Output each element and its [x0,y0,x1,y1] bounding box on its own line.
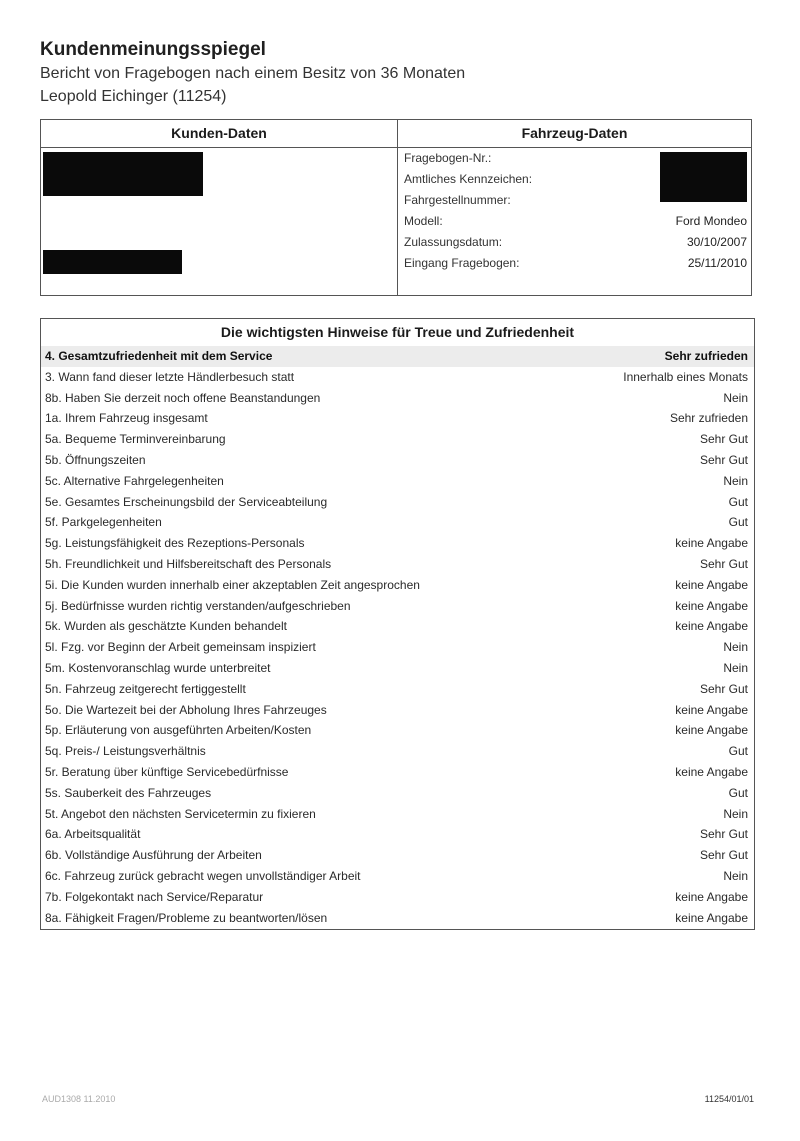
answer-text: Gut [728,744,748,759]
table-row [41,845,754,866]
table-row [41,596,754,617]
table-row [41,554,754,575]
table-row [41,824,754,845]
table-row [41,783,754,804]
table-row [41,804,754,825]
report-person: Leopold Eichinger (11254) [40,88,227,105]
answer-text: Sehr Gut [699,556,748,571]
question-text: 6b. Vollständige Ausführung der Arbeiten [45,848,262,863]
vehicle-label: Fragebogen-Nr.: [404,151,492,165]
question-text: 5h. Freundlichkeit und Hilfsbereitschaft des Personals [45,556,332,571]
table-row [41,908,754,929]
table-row [41,429,754,450]
report-subtitle: Bericht von Fragebogen nach einem Besitz von 36 Monaten [40,65,466,82]
answer-text: Gut [728,515,748,530]
vehicle-row-questionnaire-no [404,148,747,169]
answer-text: Sehr zufrieden [669,411,748,426]
answer-text: keine Angabe [675,723,748,738]
vehicle-row-model [404,211,747,232]
answer-text: Innerhalb eines Monats [623,369,748,384]
answer-text: Nein [723,640,748,655]
footer-page-ref: 11254/01/01 [704,1094,754,1104]
question-text: 5o. Die Wartezeit bei der Abholung Ihres Fahrzeuges [45,702,327,717]
vehicle-label: Amtliches Kennzeichen: [404,172,533,186]
answer-text: Sehr zufrieden [664,349,748,363]
question-text: 5f. Parkgelegenheiten [45,515,162,530]
answer-text: keine Angabe [675,764,748,779]
table-row [41,408,754,429]
answer-text: keine Angabe [675,598,748,613]
table-row [41,388,754,409]
question-text: 5t. Angebot den nächsten Servicetermin zu fixieren [45,806,316,821]
table-row [41,720,754,741]
answer-text: Sehr Gut [699,681,748,696]
answer-text: Gut [728,785,748,800]
table-row [41,887,754,908]
table-row [41,492,754,513]
answer-text: Nein [723,660,748,675]
answer-text: keine Angabe [675,702,748,717]
question-text: 8a. Fähigkeit Fragen/Probleme zu beantworten/lösen [45,910,328,925]
question-text: 6c. Fahrzeug zurück gebracht wegen unvollständiger Arbeit [45,868,361,883]
table-row [41,471,754,492]
table-row [41,700,754,721]
satisfaction-rows [41,346,754,928]
table-row [41,866,754,887]
answer-text: keine Angabe [675,619,748,634]
answer-text: Sehr Gut [699,827,748,842]
question-text: 5l. Fzg. vor Beginn der Arbeit gemeinsam inspiziert [45,640,316,655]
table-row [41,450,754,471]
table-row [41,762,754,783]
question-text: 5c. Alternative Fahrgelegenheiten [45,473,224,488]
vehicle-row-license-plate [404,169,747,190]
answer-text: keine Angabe [675,536,748,551]
question-text: 5s. Sauberkeit des Fahrzeuges [45,785,212,800]
table-row [41,575,754,596]
customer-data-heading: Kunden-Daten [41,120,397,148]
footer-form-code: AUD1308 11.2010 [42,1094,116,1104]
table-row [41,679,754,700]
question-text: 4. Gesamtzufriedenheit mit dem Service [45,349,273,363]
answer-text: Sehr Gut [699,848,748,863]
table-row [41,367,754,388]
question-text: 5p. Erläuterung von ausgeführten Arbeiten/Kosten [45,723,312,738]
question-text: 3. Wann fand dieser letzte Händlerbesuch statt [45,369,295,384]
vehicle-value: Ford Mondeo [675,214,747,228]
info-box [40,119,752,296]
report-title: Kundenmeinungsspiegel [40,39,266,60]
table-row [41,658,754,679]
table-row [41,616,754,637]
question-text: 5i. Die Kunden wurden innerhalb einer akzeptablen Zeit angesprochen [45,577,420,592]
answer-text: Nein [723,806,748,821]
answer-text: Sehr Gut [699,452,748,467]
table-row [41,741,754,762]
answer-text: keine Angabe [675,577,748,592]
vehicle-value: 30/10/2007 [686,235,747,249]
vehicle-row-vin [404,190,747,211]
table-row [41,637,754,658]
vehicle-value: 25/11/2010 [687,256,747,270]
redacted-customer-name [43,152,203,196]
table-row [41,512,754,533]
question-text: 5b. Öffnungszeiten [45,452,146,467]
table-row [41,346,754,367]
vehicle-label: Eingang Fragebogen: [404,256,520,270]
question-text: 5a. Bequeme Terminvereinbarung [45,432,226,447]
table-row [41,533,754,554]
satisfaction-table [40,318,755,930]
question-text: 7b. Folgekontakt nach Service/Reparatur [45,889,264,904]
customer-data-panel [41,120,398,295]
satisfaction-table-heading: Die wichtigsten Hinweise für Treue und Zufriedenheit [41,319,754,347]
answer-text: Gut [728,494,748,509]
question-text: 8b. Haben Sie derzeit noch offene Beanstandungen [45,390,321,405]
question-text: 5e. Gesamtes Erscheinungsbild der Serviceabteilung [45,494,328,509]
vehicle-label: Modell: [404,214,443,228]
question-text: 5q. Preis-/ Leistungsverhältnis [45,744,206,759]
answer-text: Nein [723,390,748,405]
question-text: 1a. Ihrem Fahrzeug insgesamt [45,411,208,426]
answer-text: keine Angabe [675,889,748,904]
answer-text: keine Angabe [675,910,748,925]
answer-text: Nein [723,868,748,883]
vehicle-data-heading: Fahrzeug-Daten [398,120,751,148]
report-header [40,38,465,108]
vehicle-row-registration-date [404,232,747,253]
question-text: 5g. Leistungsfähigkeit des Rezeptions-Personals [45,536,305,551]
question-text: 6a. Arbeitsqualität [45,827,141,842]
question-text: 5m. Kostenvoranschlag wurde unterbreitet [45,660,271,675]
vehicle-row-receipt-date [404,253,747,274]
redacted-customer-address [43,250,182,274]
question-text: 5k. Wurden als geschätzte Kunden behandelt [45,619,287,634]
vehicle-data-panel [398,120,751,295]
answer-text: Sehr Gut [699,432,748,447]
answer-text: Nein [723,473,748,488]
vehicle-label: Fahrgestellnummer: [404,193,511,207]
question-text: 5j. Bedürfnisse wurden richtig verstanden/aufgeschrieben [45,598,351,613]
vehicle-label: Zulassungsdatum: [404,235,503,249]
question-text: 5n. Fahrzeug zeitgerecht fertiggestellt [45,681,246,696]
question-text: 5r. Beratung über künftige Servicebedürfnisse [45,764,289,779]
